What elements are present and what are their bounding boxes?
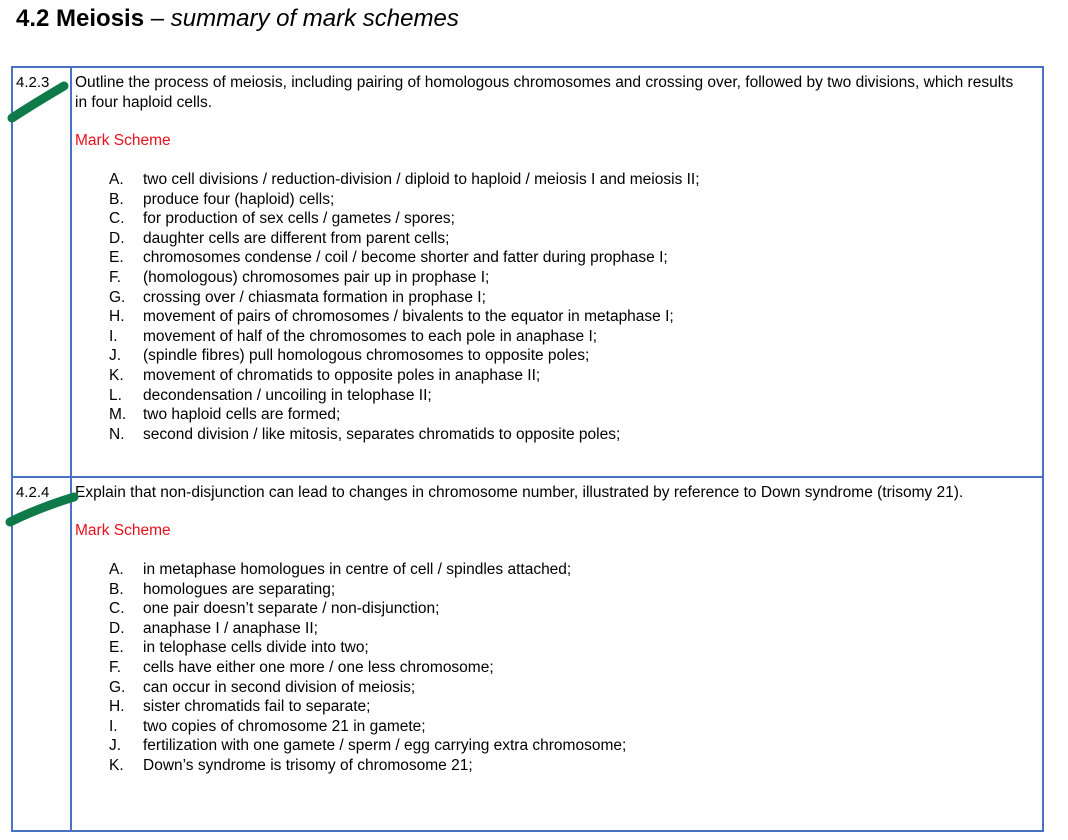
mark-point-text: two cell divisions / reduction-division / diploid to haploid / meiosis I and meiosis II; xyxy=(143,171,700,188)
mark-point-letter: E. xyxy=(109,249,124,267)
mark-point-text: in telophase cells divide into two; xyxy=(143,639,369,657)
mark-point-letter: I. xyxy=(109,717,118,735)
mark-point-letter: J. xyxy=(109,737,122,755)
mark-point-letter: C. xyxy=(109,600,125,618)
mark-point xyxy=(109,425,1018,445)
section-body xyxy=(71,477,1043,831)
mark-scheme-table xyxy=(11,66,1044,832)
page-title xyxy=(16,5,459,33)
mark-point-letter: B. xyxy=(109,580,124,598)
mark-point-letter: G. xyxy=(109,678,126,696)
mark-point xyxy=(109,658,1018,678)
mark-point xyxy=(109,190,1018,210)
title-number: 4.2 Meiosis xyxy=(16,5,145,32)
mark-point xyxy=(109,268,1018,288)
mark-point xyxy=(109,209,1018,229)
mark-point-letter: K. xyxy=(109,366,124,384)
mark-point-text: two copies of chromosome 21 in gamete; xyxy=(143,717,426,735)
mark-point xyxy=(109,756,1018,776)
mark-point-text: daughter cells are different from parent cells; xyxy=(143,229,450,247)
mark-points-list xyxy=(75,560,1018,776)
mark-scheme-label: Mark Scheme xyxy=(75,132,171,149)
section-body xyxy=(71,67,1043,477)
mark-point xyxy=(109,248,1018,268)
mark-point-text: movement of chromatids to opposite poles in anaphase II; xyxy=(143,366,541,384)
mark-point-text: (spindle fibres) pull homologous chromosomes to opposite poles; xyxy=(143,347,590,365)
mark-point-text: for production of sex cells / gametes / spores; xyxy=(143,210,455,228)
mark-point-text: cells have either one more / one less chromosome; xyxy=(143,658,494,676)
mark-point-text: sister chromatids fail to separate; xyxy=(143,698,371,716)
section-row-4-2-3 xyxy=(12,67,1043,477)
mark-points-list xyxy=(75,170,1018,444)
mark-point-letter: I. xyxy=(109,327,118,345)
mark-point-letter: L. xyxy=(109,386,122,404)
title-subtitle: summary of mark schemes xyxy=(170,5,459,32)
mark-point-text: movement of half of the chromosomes to each pole in anaphase I; xyxy=(143,327,598,345)
mark-point xyxy=(109,717,1018,737)
mark-point xyxy=(109,405,1018,425)
mark-point-text: second division / like mitosis, separates chromatids to opposite poles; xyxy=(143,425,621,443)
mark-point-letter: C. xyxy=(109,210,125,228)
mark-point-letter: B. xyxy=(109,190,124,208)
mark-point-text: one pair doesn’t separate / non-disjunction; xyxy=(143,600,440,618)
mark-point xyxy=(109,678,1018,698)
mark-point-text: Down’s syndrome is trisomy of chromosome 21; xyxy=(143,756,473,774)
mark-point xyxy=(109,307,1018,327)
mark-point-letter: D. xyxy=(109,229,125,247)
mark-point-text: anaphase I / anaphase II; xyxy=(143,619,318,637)
mark-point xyxy=(109,288,1018,308)
mark-point-text: decondensation / uncoiling in telophase II; xyxy=(143,386,432,404)
mark-point xyxy=(109,697,1018,717)
question-text: Outline the process of meiosis, including pairing of homologous chromosomes and crossing over, followed by two divisions, which results in four haploid cells. xyxy=(75,74,1014,111)
mark-point-text: chromosomes condense / coil / become shorter and fatter during prophase I; xyxy=(143,249,668,267)
mark-point-letter: A. xyxy=(109,171,124,188)
title-dash: – xyxy=(150,5,165,32)
mark-point-letter: H. xyxy=(109,698,125,716)
mark-point xyxy=(109,638,1018,658)
mark-point xyxy=(109,619,1018,639)
mark-point xyxy=(109,599,1018,619)
mark-point-letter: N. xyxy=(109,425,125,443)
mark-point xyxy=(109,327,1018,347)
mark-point-letter: F. xyxy=(109,658,122,676)
mark-point xyxy=(109,580,1018,600)
section-ref: 4.2.4 xyxy=(12,477,71,831)
mark-point-text: two haploid cells are formed; xyxy=(143,406,341,424)
mark-point-letter: D. xyxy=(109,619,125,637)
mark-point xyxy=(109,229,1018,249)
mark-point-text: movement of pairs of chromosomes / bivalents to the equator in metaphase I; xyxy=(143,308,674,326)
mark-point-text: in metaphase homologues in centre of cell / spindles attached; xyxy=(143,561,572,578)
mark-point-letter: E. xyxy=(109,639,124,657)
mark-point-letter: H. xyxy=(109,308,125,326)
mark-point-letter: G. xyxy=(109,288,126,306)
mark-point xyxy=(109,386,1018,406)
mark-point-letter: J. xyxy=(109,347,122,365)
mark-point xyxy=(109,366,1018,386)
mark-point-text: (homologous) chromosomes pair up in prophase I; xyxy=(143,268,490,286)
mark-point-letter: F. xyxy=(109,268,122,286)
mark-point-text: homologues are separating; xyxy=(143,580,336,598)
mark-point-letter: K. xyxy=(109,756,124,774)
mark-point xyxy=(109,346,1018,366)
mark-point-text: can occur in second division of meiosis; xyxy=(143,678,416,696)
mark-scheme-label: Mark Scheme xyxy=(75,522,171,539)
mark-point xyxy=(109,170,1018,190)
section-ref: 4.2.3 xyxy=(12,67,71,477)
mark-point-text: crossing over / chiasmata formation in prophase I; xyxy=(143,288,486,306)
mark-point xyxy=(109,560,1018,580)
mark-point-text: fertilization with one gamete / sperm / egg carrying extra chromosome; xyxy=(143,737,627,755)
section-row-4-2-4 xyxy=(12,477,1043,831)
question-text: Explain that non-disjunction can lead to changes in chromosome number, illustrated by reference to Down syndrome (trisomy 21). xyxy=(75,484,964,501)
mark-point xyxy=(109,736,1018,756)
mark-point-letter: M. xyxy=(109,406,127,424)
mark-point-letter: A. xyxy=(109,561,124,578)
mark-point-text: produce four (haploid) cells; xyxy=(143,190,335,208)
